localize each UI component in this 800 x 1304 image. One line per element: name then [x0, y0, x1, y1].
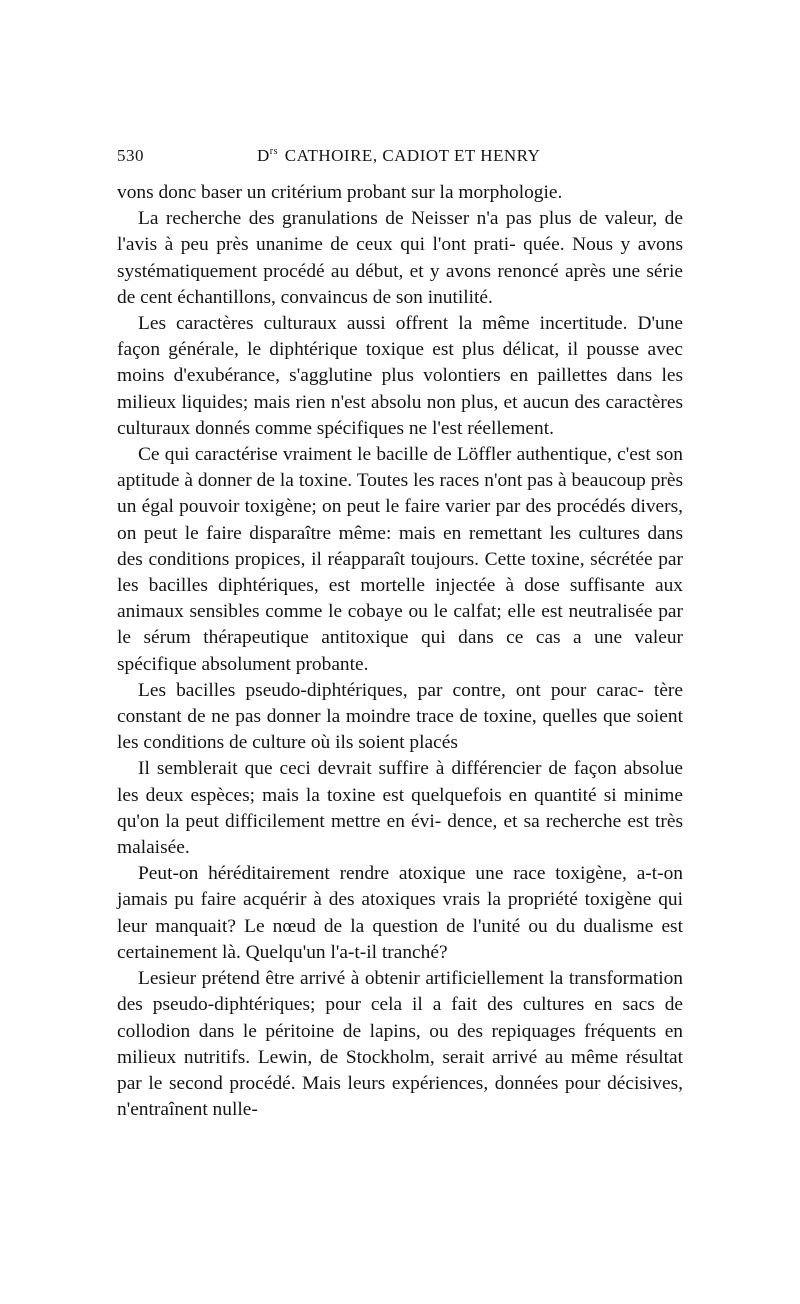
paragraph: La recherche des granulations de Neisser n'a pas plus de valeur, de l'avis à peu près unanime de ceux qui l'ont prati- quée. Nous y avons systématiquement procédé au début, et y avons renoncé après une série de cent échantillons, convaincus de son inutilité. [117, 208, 683, 308]
title-authors: CATHOIRE, CADIOT ET HENRY [280, 146, 541, 165]
paragraph: Il semblerait que ceci devrait suffire à différencier de façon absolue les deux espèces; mais la toxine est quelquefois en quantité si minime qu'on la peut difficilement mettre en évi- dence, et sa recherche est très malaisée. [117, 758, 683, 859]
paragraph: Ce qui caractérise vraiment le bacille de Löffler authentique, c'est son aptitude à donner de la toxine. Toutes les races n'ont pas à beaucoup près un égal pouvoir toxigène; on peut le faire varier par des procédés divers, on peut le faire disparaître même: mais en remettant les cultures dans des conditions propices, il réapparaît toujours. Cette toxine, sécrétée par les bacilles diphtériques, est mortelle injectée à dose suffisante aux animaux sensibles comme le cobaye ou le calfat; elle est neutralisée par le sérum thérapeutique antitoxique qui dans ce cas a une valeur spécifique absolument probante. [117, 444, 683, 675]
title-superscript: rs [269, 146, 279, 158]
paragraph-continued: vons donc baser un critérium probant sur la morphologie. [117, 182, 563, 203]
paragraph: Les bacilles pseudo-diphtériques, par contre, ont pour carac- tère constant de ne pas donner la moindre trace de toxine, quelles que soient les conditions de culture où ils soient placés [117, 679, 683, 754]
running-title [257, 146, 540, 166]
paragraph: Les caractères culturaux aussi offrent la même incertitude. D'une façon générale, le diphtérique toxique est plus délicat, il pousse avec moins d'exubérance, s'agglutine plus volontiers en paillettes dans les milieux liquides; mais rien n'est absolu non plus, et aucun des caractères culturaux donnés comme spécifiques ne l'est réellement. [117, 313, 683, 439]
page-number: 530 [117, 146, 144, 165]
paragraph: Peut-on héréditairement rendre atoxique une race toxigène, a-t-on jamais pu faire acquérir à des atoxiques vrais la propriété toxigène qui leur manquait? Le nœud de la question de l'unité ou du dualisme est certainement là. Quelqu'un l'a-t-il tranché? [117, 863, 683, 963]
running-head [117, 146, 683, 172]
paragraph: Lesieur prétend être arrivé à obtenir artificiellement la transformation des pseudo-diphtériques; pour cela il a fait des cultures en sacs de collodion dans le péritoine de lapins, ou des repiquages fréquents en milieux nutritifs. Lewin, de Stockholm, serait arrivé au même résultat par le second procédé. Mais leurs expériences, données pour décisives, n'entraînent nulle- [117, 968, 683, 1121]
title-prefix: D [257, 146, 270, 165]
body-text [117, 180, 683, 1123]
